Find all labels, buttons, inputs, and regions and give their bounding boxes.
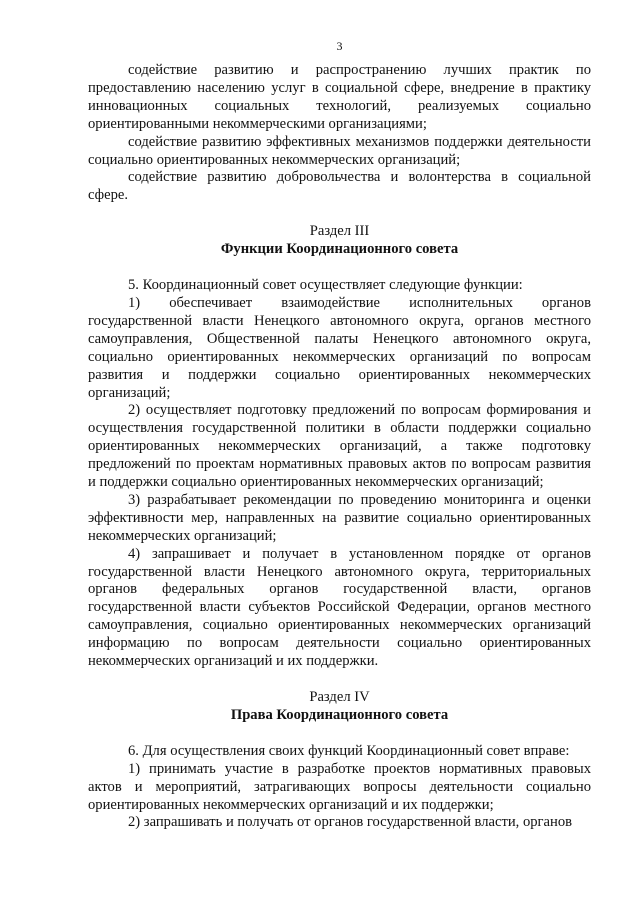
- list-item: 1) обеспечивает взаимодействие исполнительных органов государственной власти Ненецкого автономного округа, органов местного самоуправления, Общественной палаты Ненецкого автономного округа, социально ориентированных некоммерческих организаций по вопросам развития и поддержки социально ориентированных некоммерческих организаций;: [88, 294, 591, 401]
- paragraph: содействие развитию и распространению лучших практик по предоставлению населению услуг в социальной сфере, внедрение в практику инновационных социальных технологий, реализуемых социально ориентированными некоммерческими организациями;: [88, 62, 591, 132]
- paragraph: 5. Координационный совет осуществляет следующие функции:: [128, 277, 523, 294]
- section-title: Права Координационного совета: [230, 706, 449, 723]
- document-page: [88, 38, 591, 832]
- section-4: [88, 689, 591, 832]
- section-title: Функции Координационного совета: [220, 241, 459, 258]
- list-item: 3) разрабатывает рекомендации по проведению мониторинга и оценки эффективности мер, направленных на развитие социально ориентированных некоммерческих организаций;: [88, 491, 591, 544]
- page-number: 3: [336, 39, 343, 53]
- list-item: 4) запрашивает и получает в установленном порядке от органов государственной власти Ненецкого автономного округа, территориальных органов федеральных органов государственной власти, органов государственной власти субъектов Российской Федерации, органов местного самоуправления, социально ориентированных некоммерческих организаций информацию по вопросам деятельности социально ориентированных некоммерческих организаций и их поддержки.: [88, 545, 591, 670]
- list-item: 2) запрашивать и получать от органов государственной власти, органов: [128, 814, 573, 831]
- paragraph: содействие развитию добровольчества и волонтерства в социальной сфере.: [88, 169, 591, 204]
- list-item: 2) осуществляет подготовку предложений по вопросам формирования и осуществления государственной политики в области поддержки социально ориентированных некоммерческих организаций, а также подготовку предложений по проектам нормативных правовых актов по вопросам развития и поддержки социально ориентированных некоммерческих организаций;: [88, 402, 591, 491]
- paragraph: содействие развитию эффективных механизмов поддержки деятельности социально ориентированных некоммерческих организаций;: [88, 133, 591, 168]
- intro-block: [88, 62, 591, 205]
- paragraph: 6. Для осуществления своих функций Координационный совет вправе:: [128, 742, 570, 759]
- section-label: Раздел III: [309, 223, 370, 240]
- section-label: Раздел IV: [309, 689, 370, 705]
- list-item: 1) принимать участие в разработке проектов нормативных правовых актов и мероприятий, затрагивающих вопросы деятельности социально ориентированных некоммерческих организаций и их поддержки;: [88, 760, 591, 813]
- section-3: [88, 223, 591, 671]
